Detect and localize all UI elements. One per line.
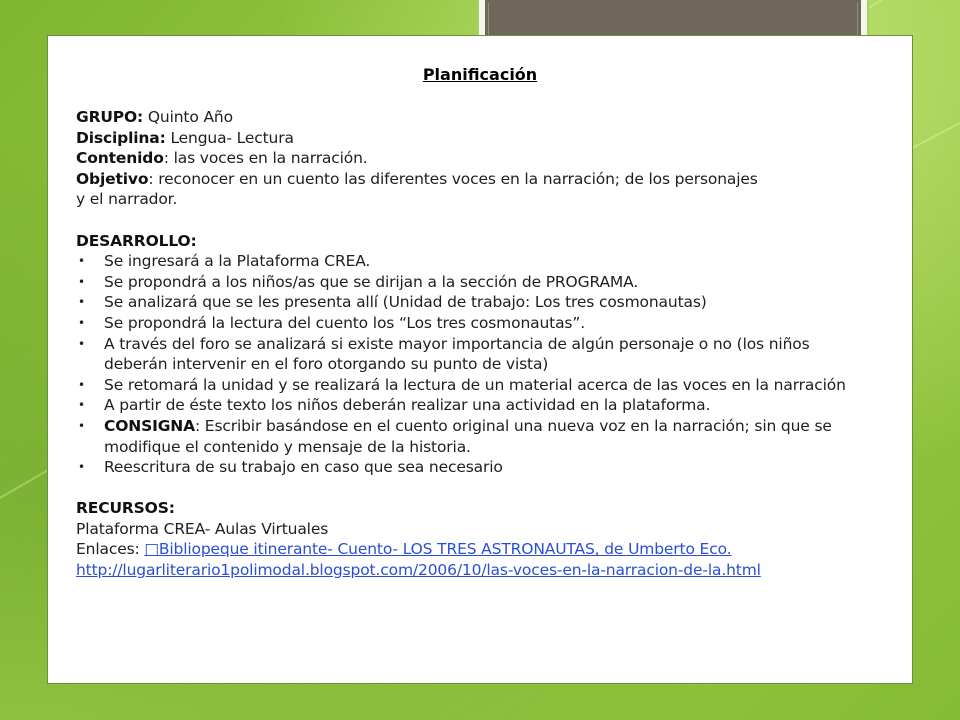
list-item: • A partir de éste texto los niños deberán realizar una actividad en la plataforma. [78,396,711,415]
list-item: • Se retomará la unidad y se realizará la lectura de un material acerca de las voces en la narración [78,375,846,394]
plan-content [76,107,876,581]
list-item: • Se ingresará a la Plataforma CREA. [78,252,371,271]
page-title: Planificación [422,65,538,84]
section-heading-recursos: RECURSOS: [76,499,175,518]
list-item: • Se analizará que se les presenta allí (Unidad de trabajo: Los tres cosmonautas) [78,293,707,312]
field-disciplina: Disciplina: Lengua- Lectura [76,128,294,147]
link-lugarliterario[interactable]: http://lugarliterario1polimodal.blogspot.com/2006/10/las-voces-en-la-narracion-de-la.html [76,561,761,580]
list-item: • Reescritura de su trabajo en caso que sea necesario [78,458,503,477]
list-item: • Se propondrá la lectura del cuento los “Los tres cosmonautas”. [78,313,585,332]
section-heading-desarrollo: DESARROLLO: [76,231,197,250]
enlaces-label: Enlaces: [76,540,145,559]
link-bibliopeque[interactable]: □Bibliopeque itinerante- Cuento- LOS TRES ASTRONAUTAS, de Umberto Eco. [144,540,732,559]
list-item: • Se propondrá a los niños/as que se dirijan a la sección de PROGRAMA. [78,272,639,291]
field-objetivo: Objetivo: reconocer en un cuento las diferentes voces en la narración; de los personajes y el narrador. [76,169,758,209]
field-contenido: Contenido: las voces en la narración. [76,149,368,168]
enlaces-row [76,539,876,560]
recursos-line: Plataforma CREA- Aulas Virtuales [76,519,329,538]
list-item: • CONSIGNA: Escribir basándose en el cuento original una nueva voz en la narración; sin que se modifique el contenido y mensaje de la historia. [78,416,832,456]
field-grupo: GRUPO: Quinto Año [76,108,233,126]
link-row-2 [76,560,856,581]
link-icon: □ [144,540,159,559]
content-card [47,35,913,684]
list-item: • A través del foro se analizará si existe mayor importancia de algún personaje o no (los niños deberán intervenir en el foro otorgando su punto de vista) [78,334,810,374]
